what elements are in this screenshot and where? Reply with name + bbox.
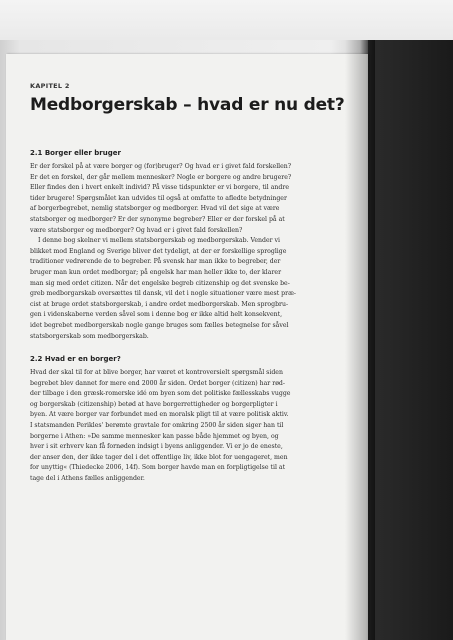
- text-line: tider brugere! Spørgsmålet kan udvides til også at omfatte to afledte betydninger: [30, 194, 287, 202]
- section-heading-1: 2.1 Borger eller bruger: [30, 149, 121, 157]
- text-line: statsborger og medborger? Er der synonyme begreber? Eller er der forskel på at: [30, 215, 285, 223]
- paragraph-2-1: [30, 368, 330, 485]
- text-line: idet begrebet medborgerskab nogle gange bruges som fælles betegnelse for såvel: [30, 321, 289, 329]
- section-heading-2: 2.2 Hvad er en borger?: [30, 355, 121, 364]
- text-line: bruger man kun ordet medborgar; på engelsk har man heller ikke to, der klarer: [30, 268, 282, 276]
- text-line: af borgerbegrebet, nemlig statsborger og medborger. Hvad vil det sige at være: [30, 205, 280, 213]
- text-line: begrebet blev dannet for mere end 2000 år siden. Ordet borger (citizen) har rød-: [30, 379, 285, 387]
- text-line: hver i sit erhverv kan få fornøden indsigt i byens anliggender. Vi er jo de eneste,: [30, 443, 283, 451]
- chapter-title: Medborgerskab – hvad er nu det?: [30, 95, 345, 115]
- text-line: for unyttig« (Thiedecke 2006, 14f). Som borger havde man en forpligtigelse til at: [30, 464, 286, 472]
- text-line: gen i videnskaberne verden såvel som i denne bog er ikke altid helt konsekvent,: [30, 311, 283, 319]
- text-line: være statsborger og medborger? Og hvad er i givet fald forskellen?: [30, 226, 243, 234]
- paragraph-1-1: [30, 162, 330, 236]
- text-line: Eller findes den i hvert enkelt individ? På visse tidspunkter er vi borgere, til andre: [30, 184, 289, 192]
- text-line: greb medborgarskab oversættes til dansk, vil det i nogle situationer være mest præ-: [30, 290, 296, 298]
- text-line: Er det en forskel, der går mellem mennesker? Nogle er borgere og andre brugere?: [30, 173, 292, 181]
- text-line: traditioner vedrørende de to begreber. På svensk har man ikke to begreber, der: [30, 258, 281, 266]
- text-line: statsborgerskab som medborgerskab.: [30, 332, 149, 340]
- text-line: I denne bog skelner vi mellem statsborgerskab og medborgerskab. Vender vi: [38, 237, 281, 245]
- text-line: der anser den, der ikke tager del i det offentlige liv, ikke blot for uengageret, men: [30, 453, 288, 461]
- chapter-label: KAPITEL 2: [30, 82, 70, 90]
- text-line: I statsmanden Perikles' berømte gravtale for omkring 2500 år siden siger han til: [30, 422, 284, 430]
- scan-dark-edge: [368, 40, 453, 640]
- page-content: [30, 82, 345, 485]
- text-line: tage del i Athens fælles anliggender.: [30, 475, 145, 483]
- text-line: Hvad der skal til for at blive borger, har været et kontroversielt spørgsmål siden: [30, 369, 283, 377]
- book-spine-shadow: [345, 40, 375, 640]
- scan-top-margin: [0, 0, 453, 40]
- text-line: borgerne i Athen: »De samme mennesker kan passe både hjemmet og byen, og: [30, 432, 279, 440]
- text-line: Er der forskel på at være borger og (for)bruger? Og hvad er i givet fald forskellen?: [30, 163, 292, 170]
- text-line: byen. At være borger var forbundet med en moralsk pligt til at være politisk aktiv.: [30, 411, 289, 419]
- text-line: blikket mod England og Sverige bliver det tydeligt, at der er forskellige sproglige: [30, 247, 287, 255]
- text-line: der tilbage i den græsk-romerske idé om byen som det politiske fællesskabs vugge: [30, 390, 291, 398]
- text-line: og borgerskab (citizenship) betød at have borgerrettigheder og borgerpligter i: [30, 400, 278, 408]
- text-line: cist at bruge ordet statsborgerskab, i andre ordet medborgerskab. Men sprogbru-: [30, 300, 289, 308]
- paragraph-1-2: [30, 236, 330, 342]
- text-line: man sig med ordet citizen. Når det engelske begreb citizenship og det svenske be-: [30, 279, 290, 287]
